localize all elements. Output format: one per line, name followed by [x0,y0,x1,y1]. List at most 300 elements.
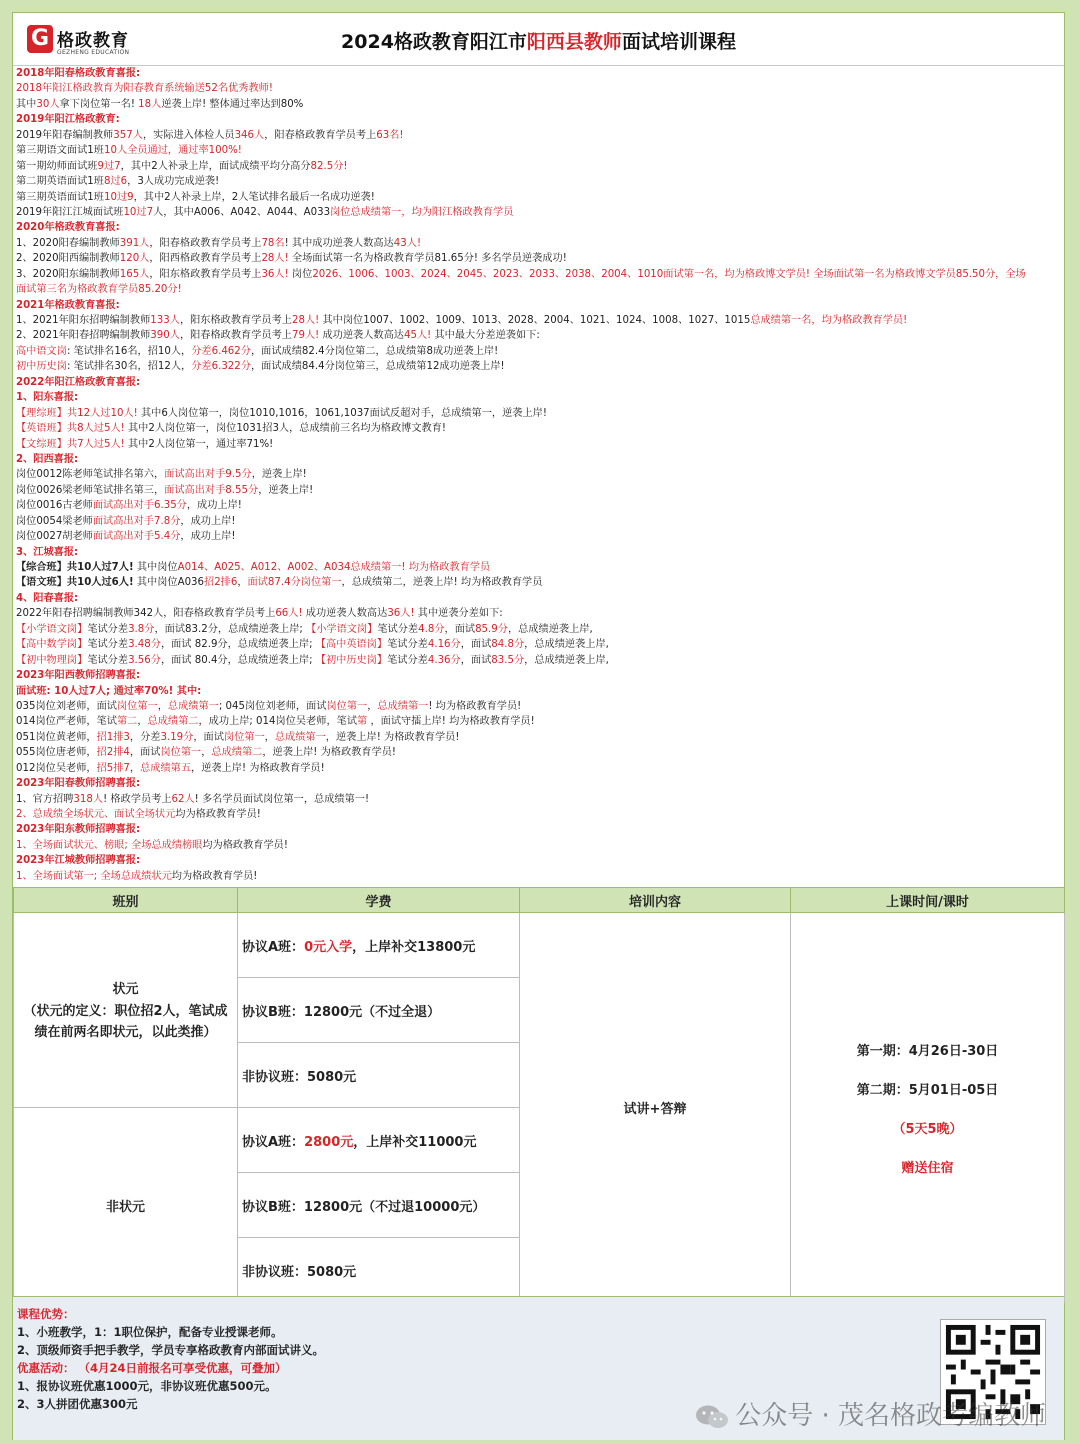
news-segment: ，总成绩第二，逆袭上岸! 均为格政教育学员 [341,577,543,589]
news-segment: ，成功上岸! [180,531,236,543]
news-segment: 面试高出对手7.8分 [92,515,181,527]
news-segment: 2023年阳东教师招聘喜报: [16,824,141,836]
news-line [16,452,1061,467]
news-segment: ，面试守擂上岸! 均为格政教育学员! [367,716,535,728]
news-segment: ! 格政学员考上 [103,793,172,805]
news-segment: ; 045岗位刘老师，面试 [218,700,327,712]
logo-g-icon: G [27,25,53,53]
news-segment: ，其中2人补录上岸，面试成绩平均分高分 [120,160,311,172]
promo-item: 2、3人拼团优惠300元 [17,1397,138,1411]
news-segment: ，面试 [460,654,492,666]
duration: （5天5晚） [892,1121,963,1137]
news-segment: 岗位第一 [116,700,158,712]
news-segment: 总成绩第一 [167,700,219,712]
news-segment: 招2排4 [96,747,130,759]
table-header-row [14,888,1065,913]
news-segment: ，阳春格政教育学员考上 [179,330,292,342]
news-segment: ，面试 [460,639,492,651]
fee-non-agreement: 非协议班：5080元 [238,1238,520,1303]
news-segment: 43人! [393,237,422,249]
news-segment: 1、官方招聘 [16,793,74,805]
news-segment: ，阳春格政教育学员考上 [264,129,377,141]
news-segment: 【英语班】 [16,423,67,435]
fee-label: 协议A班： [242,939,305,955]
news-line [16,190,1061,205]
news-segment: 其中 [16,98,37,110]
news-segment: 【高中数学岗】 [16,639,88,651]
news-segment: 【小学语文岗】 [306,623,378,635]
footer [13,1296,1064,1440]
news-segment: 其中2人岗位第一，岗位1031招3人，总成绩前三名均为格政博文教育! [124,423,447,435]
news-segment: 3、2020阳东编制教师 [16,268,120,280]
news-segment: 2026、1006、1003、2024、2045、2023、2033、2038、2004、1010面试第一名，均为格政博文学员! 全场面试第一名为格政博文学员85.50分，全场 [312,268,1026,280]
news-segment: 总成绩第五 [140,762,192,774]
news-segment: 1、全场面试状元、榜眼; 全场总成绩榜眼 [16,839,203,851]
news-line [16,822,1061,837]
news-line [16,699,1061,714]
watermark [695,1395,1046,1432]
news-line [16,159,1061,174]
news-segment: 10过7 [123,206,154,218]
news-segment: 共12人过10人! [66,407,138,419]
wechat-icon [695,1404,729,1430]
news-segment: 【文综班】 [16,438,67,450]
title-prefix: 2024格政教育阳江市 [341,31,527,53]
news-segment: 总成绩第二 [147,716,199,728]
promo-heading [13,1359,1064,1377]
news-segment: 总成绩第一 [377,700,429,712]
news-line [16,143,1061,158]
news-segment: 面试87.4分岗位第一 [247,577,342,589]
news-line [16,498,1061,513]
news-segment: 面试高出对手8.55分 [164,484,259,496]
news-segment: 第三期语文面试1班 [16,145,104,157]
news-segment: 总成绩第一 [274,731,326,743]
news-segment: 2、阳西喜报: [16,453,79,465]
news-line [16,467,1061,482]
news-segment: 85.9分 [475,623,508,635]
class-group-title: 状元 [112,981,139,997]
news-segment: 2021年格政教育喜报: [16,299,120,311]
news-segment: 2023年阳春教师招聘喜报: [16,778,141,790]
news-segment: ，面试83.2分，总成绩逆袭上岸; [154,623,307,635]
news-segment: 笔试分差 [387,654,428,666]
news-line [16,375,1061,390]
news-segment: 招5排7 [96,762,130,774]
news-segment: 其中2人岗位第一，通过率71%! [124,438,274,450]
news-segment: 第一期幼师面试班 [16,160,98,172]
news-segment: ，阳春格政教育学员考上 [149,237,262,249]
news-segment: ! 多名学员面试岗位第一，总成绩第一! [194,793,370,805]
news-line [16,112,1061,127]
news-line [16,483,1061,498]
news-segment: 4.36分 [427,654,461,666]
news-segment: 其中岗位 [133,562,178,573]
news-segment: ，成功上岸! [186,500,242,512]
news-segment: 其中最大分差逆袭如下: [431,330,540,342]
news-segment: ，面试 [129,747,161,759]
news-segment: 笔试分差 [87,639,129,651]
news-segment: 第 [357,716,368,728]
news-segment: 【小学语文岗】 [16,623,88,635]
news-segment: 第二期英语面试1班 [16,176,104,188]
news-segment: ，面试 80.4分，总成绩逆袭上岸; [160,654,316,666]
logo-text: 格政教育 [57,31,129,51]
news-segment: ，面试 [444,623,476,635]
news-segment: 其中岗位A036 [133,577,205,589]
news-segment: 人，其中A006、A042、A044、A033 [153,206,331,218]
news-segment: ，总成绩逆袭上岸, [524,639,609,651]
news-segment: ， [137,716,148,728]
news-segment: 初中历史岗 [16,361,67,373]
news-segment: ，逆袭上岸! 为格政教育学员! [262,747,397,759]
news-segment: 10过9 [103,191,134,203]
news-segment: 分差6.322分 [191,361,251,373]
news-segment: 3.8分 [128,623,155,635]
news-segment: ， [264,731,275,743]
news-segment: 012岗位吴老师， [16,762,97,774]
news-segment: ，阳西格政教育学员考上 [149,253,262,265]
news-segment: 面试高出对手9.5分 [164,469,252,481]
news-segment: 4、阳春喜报: [16,592,79,604]
news-segment: 招2排6 [204,577,238,589]
news-segment: 318人 [73,793,104,805]
news-line [16,653,1061,668]
news-segment: 岗位0012陈老师笔试排名第六， [16,469,165,481]
news-segment: 2023年阳西教师招聘喜报: [16,670,141,682]
class-group-desc: （状元的定义：职位招2人，笔试成绩在前两名即状元，以此类推） [23,1003,228,1040]
news-line [16,591,1061,606]
news-segment: 3、江城喜报: [16,546,79,558]
news-segment: 83.5分 [491,654,525,666]
news-segment: 岗位 [288,268,313,280]
period-one: 第一期：4月26日-30日 [856,1043,999,1059]
news-segment: ， [129,762,141,774]
promo-note: （4月24日前报名可享受优惠，可叠加） [78,1361,287,1375]
news-line [16,174,1061,189]
news-segment: 均为格政教育学员! [175,809,261,820]
col-header-schedule: 上课时间/课时 [791,888,1065,913]
poster [12,12,1065,1440]
news-line [16,714,1061,729]
news-segment: 面试班: 10人过7人; 通过率70%! 其中: [16,685,202,697]
news-segment: 8过6 [103,176,128,188]
class-group-top [14,913,238,1108]
news-line [16,606,1061,621]
news-segment: 390人 [150,330,180,342]
news-segment: 全场面试第一名为格政教育学员81.65分! 多名学员逆袭成功! [288,253,567,265]
news-line [16,622,1061,637]
news-segment: 面试高出对手5.4分 [92,531,181,543]
news-segment: 【高中英语岗】 [315,639,388,651]
news-segment: ，面试 [193,731,224,743]
advantages-title: 课程优势： [17,1307,75,1321]
news-segment: 岗位0054梁老师 [16,515,93,527]
news-segment: 014岗位严老师，笔试 [16,716,117,728]
news-line [16,869,1061,884]
news-line [16,792,1061,807]
news-segment: 3.48分 [128,639,161,651]
news-segment: 2019年阳江格政教育: [16,114,120,126]
news-segment: ， [201,747,212,759]
news-segment: ，逆袭上岸! [251,469,307,481]
news-line [16,514,1061,529]
news-segment: 035岗位刘老师，面试 [16,700,117,712]
news-segment: ! 均为格政教育学员! [428,700,522,712]
advantage-item: 1、小班教学，1：1职位保护，配备专业授课老师。 [17,1325,283,1339]
promo-item: 1、报协议班优惠1000元，非协议班优惠500元。 [17,1379,277,1393]
news-segment: ，其中2人补录上岸，2人笔试排名最后一名成功逆袭! [133,191,375,203]
fee-agreement-b: 协议B班：12800元（不过退10000元） [238,1173,520,1238]
news-segment: 第二 [116,716,138,728]
fee-label: 协议A班： [242,1134,305,1150]
advantage-item: 2、顶级师资手把手教学，学员专享格政教育内部面试讲义。 [17,1343,324,1357]
news-segment: 36人! [387,608,415,620]
news-line [16,637,1061,652]
news-segment: 2018年阳春格政教育喜报: [16,68,141,79]
promo-title: 优惠活动： [17,1361,75,1375]
news-segment: 120人 [119,253,150,265]
training-content: 试讲+答辩 [520,913,791,1303]
news-segment: 逆袭上岸! 整体通过率达到80% [161,98,304,110]
news-segment: ，成功上岸! [180,515,236,527]
news-segment: 10人全员通过，通过率100%! [103,145,242,157]
news-line [16,81,1061,96]
news-segment: 岗位第一 [160,747,202,759]
news-segment: 其中逆袭分差如下: [414,608,503,620]
news-segment: 66人! [275,608,303,620]
news-segment: 36人! [261,268,289,280]
news-line [16,807,1061,822]
news-line [16,437,1061,452]
page-title [13,27,1064,54]
news-segment: 051岗位黄老师， [16,731,97,743]
period-two: 第二期：5月01日-05日 [856,1082,999,1098]
news-segment: 高中语文岗 [16,345,67,357]
news-line [16,853,1061,868]
news-segment: ，3人成功完成逆袭! [127,176,220,188]
news-segment: 总成绩第二 [211,747,263,759]
news-segment: 2、2021年阳春招聘编制教师 [16,330,151,342]
news-segment: ，分差 [129,731,161,743]
news-segment: ，面试成绩82.4分岗位第二，总成绩第8成功逆袭上岸! [250,345,499,357]
news-segment: ，实际进入体检人员 [142,129,235,141]
news-line [16,359,1061,374]
news-segment: 成功逆袭人数高达 [319,330,404,342]
title-suffix: 面试培训课程 [621,31,736,53]
news-segment: 拿下岗位第一名! [59,98,139,110]
news-line [16,328,1061,343]
news-line [16,730,1061,745]
fee-agreement-a [238,913,520,978]
news-segment: 均为格政教育学员! [202,839,288,851]
news-segment: 357人 [113,129,143,141]
news-segment: 3.19分 [160,731,194,743]
title-highlight: 阳西县教师 [526,31,622,53]
news-segment: 133人 [150,315,180,326]
news-segment: 其中岗位1007、1002、1009、1013、2028、2004、1021、1024、1008、1027、1015 [319,315,751,326]
news-line [16,236,1061,251]
header [13,13,1064,66]
news-line [16,838,1061,853]
col-header-content: 培训内容 [520,888,791,913]
news-line [16,282,1061,297]
news-list [16,66,1061,884]
news-line [16,776,1061,791]
news-segment: 岗位0016古老师 [16,500,93,512]
news-line [16,545,1061,560]
news-segment: 9过7 [97,160,121,172]
news-segment: ，逆袭上岸! 为格政教育学员! [191,762,325,774]
fee-detail: ，上岸补交13800元 [352,939,476,955]
news-segment: 28人! [292,315,320,326]
news-segment: 笔试分差 [87,623,129,635]
news-segment: ! 其中成功逆袭人数高达 [284,237,394,249]
news-segment: ，面试成绩84.4分岗位第三，总成绩第12成功逆袭上岸! [250,361,505,373]
news-segment: 165人 [119,268,150,280]
news-segment: 391人 [119,237,150,249]
news-line [16,220,1061,235]
fee-agreement-b: 协议B班：12800元（不过全退） [238,978,520,1043]
news-segment: 82.5分! [310,160,348,172]
news-line [16,560,1061,575]
news-segment: 79人! [292,330,320,342]
news-segment: 84.8分 [491,639,525,651]
news-segment: 笔试分差 [377,623,419,635]
news-segment: 346人 [234,129,265,141]
news-segment: 2019年阳春编制教师 [16,129,114,141]
news-line [16,406,1061,421]
col-header-class: 班别 [14,888,238,913]
news-segment: 笔试分差 [387,639,428,651]
news-segment: ， [367,700,378,712]
news-line [16,575,1061,590]
news-segment: 分差6.462分 [191,345,251,357]
news-segment: 【初中物理岗】 [16,654,88,666]
news-line [16,97,1061,112]
news-segment: A014、A025、A012、A002、A034总成绩第一! 均为格政教育学员 [177,562,491,573]
news-segment: 055岗位唐老师， [16,747,97,759]
news-segment: 其中6人岗位第一，岗位1010,1016，1061,1037面试反超对手，总成绩第一，逆袭上岸! [137,407,547,419]
news-segment: 【综合班】共10人过7人! [16,562,134,573]
col-header-fee: 学费 [238,888,520,913]
news-segment: 2、总成绩全场状元、面试全场状元 [16,809,176,820]
news-segment: 岗位第一 [326,700,368,712]
news-segment: 招1排3 [96,731,130,743]
news-segment: ， [157,700,168,712]
news-segment: 共7人过5人! [66,438,125,450]
news-segment: 岗位0026梁老师笔试排名第三， [16,484,165,496]
news-line [16,298,1061,313]
news-segment: 4.16分 [427,639,461,651]
news-line [16,344,1061,359]
news-segment: ，成功上岸; 014岗位吴老师，笔试 [198,716,358,728]
watermark-text: 公众号 · 茂名格政考编教师 [735,1401,1046,1431]
news-segment: ，阳东格政教育学员考上 [179,315,292,326]
news-segment: 岗位0027胡老师 [16,531,93,543]
schedule-cell [791,913,1065,1303]
news-segment: 岗位总成绩第一，均为阳江格政教育学员 [330,206,514,218]
news-segment: 30人 [36,98,60,110]
news-segment: 【初中历史岗】 [315,654,388,666]
news-segment: 4.8分 [418,623,445,635]
news-segment: 1、阳东喜报: [16,392,79,404]
news-segment: 2022年阳江格政教育喜报: [16,376,141,388]
news-segment: 均为格政教育学员! [171,870,258,882]
news-segment: 岗位第一 [223,731,265,743]
news-segment: 【语文班】共10人过6人! [16,577,134,589]
news-segment: 第三期英语面试1班 [16,191,104,203]
news-line [16,251,1061,266]
news-segment: 1、2021年阳东招聘编制教师 [16,315,151,326]
news-segment: 2、2020阳西编制教师 [16,253,120,265]
news-segment: 78名 [261,237,285,249]
news-line [16,761,1061,776]
news-segment: 1、全场面试第一; 全场总成绩状元 [16,870,172,882]
course-table [13,887,1065,1303]
news-segment: 3.56分 [128,654,161,666]
news-line [16,267,1061,282]
news-segment: 2018年阳江格政教育为阳春教育系统输送52名优秀教师! [16,83,273,95]
news-segment: 共8人过5人! [66,423,125,435]
news-line [16,66,1061,81]
news-segment: 总成绩第一名，均为格政教育学员! [750,315,908,326]
news-segment: 28人! [261,253,289,265]
news-segment: 2020年格政教育喜报: [16,222,120,234]
news-segment: 18人 [138,98,162,110]
news-line [16,745,1061,760]
logo-subtext: GEZHENG EDUCATION [57,49,130,56]
news-segment: ，阳东格政教育学员考上 [149,268,262,280]
news-segment: 1、2020阳春编制教师 [16,237,120,249]
fee-highlight: 0元入学 [304,939,353,955]
news-segment: 45人! [404,330,432,342]
news-segment: 笔试分差 [87,654,129,666]
news-segment: ，逆袭上岸! 为格政教育学员! [325,731,460,743]
news-segment: ，总成绩逆袭上岸, [524,654,609,666]
gift-note: 赠送住宿 [901,1160,954,1176]
news-segment: 面试第三名为格政教育学员85.20分! [16,284,182,296]
news-segment: ， [237,577,248,589]
news-segment: ，面试 82.9分，总成绩逆袭上岸; [160,639,316,651]
fee-non-agreement: 非协议班：5080元 [238,1043,520,1108]
news-segment: 面试高出对手6.35分 [92,500,187,512]
news-segment: 2023年江城教师招聘喜报: [16,855,141,867]
table-row [14,913,1065,978]
fee-detail: ，上岸补交11000元 [353,1134,477,1150]
news-segment: 2022年阳春招聘编制教师342人，阳春格政教育学员考上 [16,608,276,620]
news-line [16,205,1061,220]
news-segment: 62人 [171,793,195,805]
news-segment: ，逆袭上岸! [258,484,314,496]
class-group-bottom: 非状元 [14,1108,238,1303]
news-segment: 2019年阳江江城面试班 [16,206,124,218]
news-line [16,421,1061,436]
news-line [16,529,1061,544]
news-line [16,128,1061,143]
news-segment: 成功逆袭人数高达 [302,608,388,620]
news-line [16,313,1061,328]
news-segment: 【理综班】 [16,407,67,419]
news-line [16,684,1061,699]
news-line [16,390,1061,405]
news-segment: ，总成绩逆袭上岸, [507,623,593,635]
news-line [16,668,1061,683]
fee-highlight: 2800元 [304,1134,354,1150]
news-segment: : 笔试排名30名，招12人， [66,361,192,373]
news-segment: : 笔试排名16名，招10人， [66,345,192,357]
fee-agreement-a [238,1108,520,1173]
